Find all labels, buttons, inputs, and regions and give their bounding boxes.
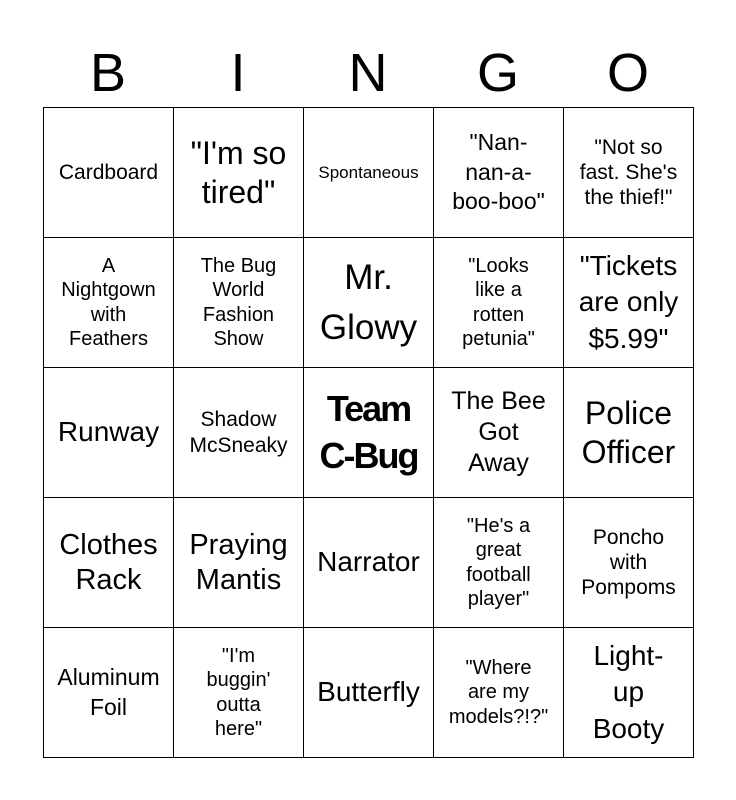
header-letter-o: O (606, 43, 649, 103)
header-letter-i: I (230, 43, 246, 103)
bingo-cell-r4-c3[interactable] (304, 498, 434, 628)
bingo-cell-text: Cardboard (58, 160, 159, 184)
bingo-cell-text: "Nan- nan-a- boo-boo" (452, 128, 545, 215)
bingo-cell-r2-c2[interactable] (174, 238, 304, 368)
bingo-cell-r4-c4[interactable] (434, 498, 564, 628)
bingo-cell-text: Light- up Booty (592, 639, 665, 744)
bingo-cell-r5-c3[interactable] (304, 628, 434, 758)
bingo-cell-text: Narrator (317, 546, 420, 578)
bingo-cell-r3-c5[interactable] (564, 368, 694, 498)
bingo-cell-text: "Tickets are only $5.99" (578, 249, 679, 354)
bingo-cell-r4-c2[interactable] (174, 498, 304, 628)
bingo-cell-text: Aluminum Foil (57, 663, 160, 720)
bingo-cell-text: Mr. Glowy (319, 257, 418, 347)
bingo-cell-r3-c4[interactable] (434, 368, 564, 498)
bingo-cell-text: "I'm buggin' outta here" (206, 644, 271, 740)
bingo-cell-r5-c4[interactable] (434, 628, 564, 758)
bingo-cell-text: The Bee Got Away (451, 386, 546, 478)
bingo-cell-text: Praying Mantis (189, 529, 288, 596)
bingo-cell-r2-c4[interactable] (434, 238, 564, 368)
bingo-cell-r1-c4[interactable] (434, 108, 564, 238)
bingo-cell-r1-c3[interactable] (304, 108, 434, 238)
bingo-cell-r3-c1[interactable] (44, 368, 174, 498)
header-letter-b: B (89, 43, 127, 103)
header-letter-g: G (476, 43, 519, 103)
bingo-cell-text: "Where are my models?!?" (448, 656, 549, 728)
bingo-cell-text: "I'm so tired" (190, 135, 287, 210)
free-space-text: Team C-Bug (319, 387, 418, 476)
bingo-header (43, 40, 693, 106)
bingo-cell-text: Poncho with Pompoms (581, 525, 676, 600)
header-letter-n: N (348, 43, 388, 103)
bingo-cell-r2-c1[interactable] (44, 238, 174, 368)
bingo-cell-text: Butterfly (317, 676, 420, 708)
bingo-cell-r1-c2[interactable] (174, 108, 304, 238)
bingo-cell-text: Clothes Rack (59, 529, 158, 596)
bingo-cell-r3-c2[interactable] (174, 368, 304, 498)
bingo-card (43, 107, 694, 758)
bingo-cell-r5-c1[interactable] (44, 628, 174, 758)
bingo-cell-r1-c5[interactable] (564, 108, 694, 238)
bingo-cell-text: "Not so fast. She's the thief!" (579, 135, 678, 210)
bingo-cell-r4-c5[interactable] (564, 498, 694, 628)
bingo-cell-text: Police Officer (581, 395, 676, 470)
bingo-cell-text: The Bug World Fashion Show (200, 254, 277, 350)
bingo-cell-text: "Looks like a rotten petunia" (462, 254, 535, 350)
bingo-cell-text: A Nightgown with Feathers (61, 254, 156, 350)
bingo-cell-text: Runway (57, 416, 160, 448)
bingo-cell-text: Shadow McSneaky (189, 408, 288, 457)
free-space-cell[interactable] (304, 368, 434, 498)
bingo-cell-r5-c2[interactable] (174, 628, 304, 758)
bingo-cell-r5-c5[interactable] (564, 628, 694, 758)
bingo-cell-r2-c3[interactable] (304, 238, 434, 368)
bingo-cell-r1-c1[interactable] (44, 108, 174, 238)
bingo-cell-text: Spontaneous (318, 162, 419, 182)
bingo-cell-r4-c1[interactable] (44, 498, 174, 628)
bingo-cell-text: "He's a great football player" (466, 514, 531, 610)
bingo-cell-r2-c5[interactable] (564, 238, 694, 368)
